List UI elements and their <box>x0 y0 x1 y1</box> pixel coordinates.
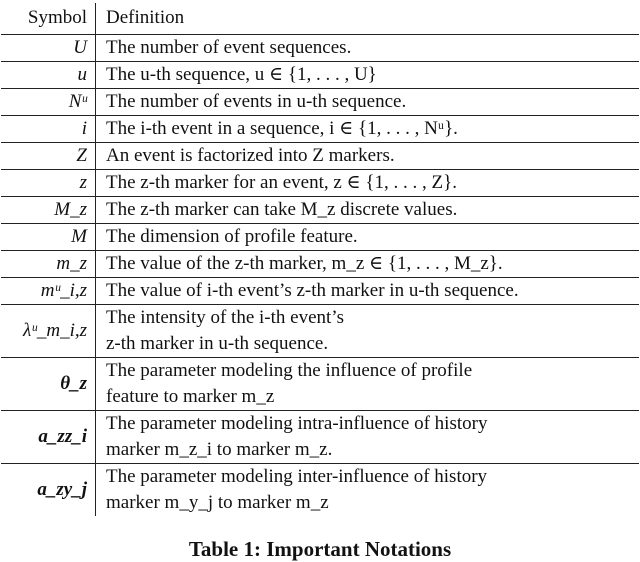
definition-cell: The dimension of profile feature. <box>106 225 358 247</box>
definition-cell: The u-th sequence, u ∈ {1, . . . , U} <box>106 63 377 85</box>
table-row <box>1 34 639 61</box>
table-row <box>1 250 639 277</box>
symbol-cell: a_zz_i <box>1 410 96 463</box>
definition-cell: The number of event sequences. <box>106 36 352 58</box>
column-header-definition: Definition <box>106 7 185 29</box>
definition-cell: The i-th event in a sequence, i ∈ {1, . . . , Nᵘ}. <box>106 117 458 139</box>
symbol-cell: m_z <box>1 250 96 277</box>
table-row <box>1 223 639 250</box>
symbol-cell: λᵘ_m_i,z <box>1 304 96 357</box>
column-header-symbol: Symbol <box>1 3 96 34</box>
symbol-cell: mᵘ_i,z <box>1 277 96 304</box>
definition-line: feature to marker m_z <box>106 385 275 407</box>
table-row <box>1 357 639 410</box>
definition-cell: The value of i-th event’s z-th marker in u-th sequence. <box>106 279 519 301</box>
table-row <box>1 304 639 357</box>
definition-cell: The value of the z-th marker, m_z ∈ {1, . . . , M_z}. <box>106 252 503 274</box>
definition-cell <box>96 304 640 357</box>
definition-line: The parameter modeling the influence of profile <box>106 359 473 381</box>
table-row <box>1 169 639 196</box>
symbol-cell: M <box>1 223 96 250</box>
symbol-cell: M_z <box>1 196 96 223</box>
table-body <box>1 34 639 516</box>
definition-cell: The z-th marker for an event, z ∈ {1, . . . , Z}. <box>106 171 457 193</box>
table-row <box>1 410 639 463</box>
symbol-cell: U <box>1 34 96 61</box>
table-row <box>1 61 639 88</box>
definition-line: z-th marker in u-th sequence. <box>106 332 329 354</box>
notations-table <box>1 3 639 516</box>
symbol-cell: θ_z <box>1 357 96 410</box>
definition-line: The intensity of the i-th event’s <box>106 306 344 328</box>
definition-cell <box>96 410 640 463</box>
symbol-cell: Nᵘ <box>1 88 96 115</box>
table-header <box>1 3 639 34</box>
definition-cell: An event is factorized into Z markers. <box>106 144 395 166</box>
definition-cell: The number of events in u-th sequence. <box>106 90 407 112</box>
symbol-cell: z <box>1 169 96 196</box>
symbol-cell: u <box>1 61 96 88</box>
table-row <box>1 196 639 223</box>
definition-line: The parameter modeling inter-influence of history <box>106 465 488 487</box>
definition-cell: The z-th marker can take M_z discrete values. <box>106 198 458 220</box>
table-caption: Table 1: Important Notations <box>188 537 452 561</box>
symbol-cell: Z <box>1 142 96 169</box>
definition-cell <box>96 357 640 410</box>
definition-cell <box>96 463 640 516</box>
table-row <box>1 88 639 115</box>
table-row <box>1 142 639 169</box>
definition-line: marker m_z_i to marker m_z. <box>106 438 333 460</box>
table-row <box>1 463 639 516</box>
definition-line: marker m_y_j to marker m_z <box>106 491 329 513</box>
header-row <box>1 3 639 34</box>
symbol-cell: i <box>1 115 96 142</box>
definition-line: The parameter modeling intra-influence of history <box>106 412 488 434</box>
table-row <box>1 277 639 304</box>
table-row <box>1 115 639 142</box>
symbol-cell: a_zy_j <box>1 463 96 516</box>
